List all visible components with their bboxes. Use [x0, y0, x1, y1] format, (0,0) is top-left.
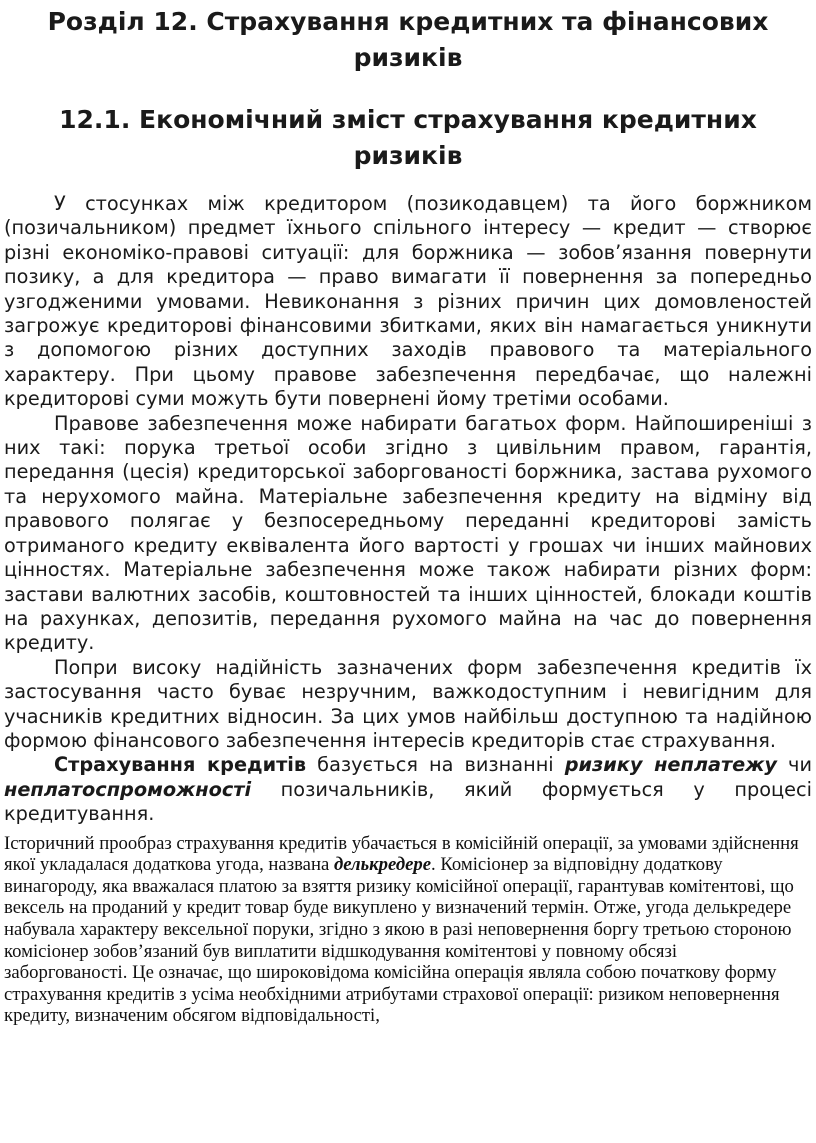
section-title: 12.1. Економічний зміст страхування кредитних ризиків: [59, 105, 757, 170]
paragraph-2: Правове забезпечення може набирати багатьох форм. Найпоширеніші з них такі: порука третьої особи згідно з цивільним правом, гарантія, передання (цесія) кредиторської заборгованості боржника, застава рухомого та нерухомого майна. Матеріальне забезпечення кредиту на відміну від правового полягає у безпосередньому переданні кредиторові замість отриманого кредиту еквівалента його вартості у грошах чи інших майнових цінностях. Матеріальне забезпечення може також набирати різних форм: застави валютних засобів, коштовностей та інших цінностей, блокади коштів на рахунках, депозитів, передання рухомого майна на час до повернення кредиту.: [4, 411, 812, 655]
paragraph-4: [4, 753, 812, 826]
paragraph-5: [4, 833, 812, 1027]
paragraph-4-text-2: чи: [776, 753, 812, 777]
term-insolvency: неплатоспроможності: [4, 777, 252, 801]
paragraph-4-text-1: базується на визнанні: [306, 753, 565, 777]
paragraph-5-text-2: . Комісіонер за відповідну додаткову винагороду, яка вважалася платою за взяття ризику комісійної операції, гарантував комітентові, що вексель на проданий у кредит товар буде викуплено у визначений термін. Отже, угода делькредере набувала характеру вексельної поруки, згідно з якою в разі неповернення боргу третьою стороною комісіонер зобов’язаний був виплатити відшкодування комітентові у повному обсязі заборгованості. Це означає, що широковідома комісійна операція являла собою початкову форму страхування кредитів з усіма необхідними атрибутами страхової операції: ризиком неповернення кредиту, визначеним обсягом відповідальності,: [4, 854, 794, 1027]
paragraph-5-text-1: Історичний прообраз страхування кредитів убачається в комісійній операції, за умовами здійснення якої укладалася додаткова угода, названа: [4, 832, 799, 876]
paragraph-4-text-3: позичальників, який формується у процесі кредитування.: [4, 777, 812, 826]
chapter-title: Розділ 12. Страхування кредитних та фінансових ризиків: [47, 7, 769, 72]
paragraph-1: У стосунках між кредитором (позикодавцем) та його боржником (позичальником) предмет їхнього спільного інтересу — кредит — створює різні економіко-правові ситуації: для боржника — зобов’язання повернути позику, а для кредитора — право вимагати її повернення за попередньо узгодженими умовами. Невиконання з різних причин цих домовленостей загрожує кредиторові фінансовими збитками, яких він намагається уникнути з допомогою різних доступних заходів правового та матеріального характеру. При цьому правове забезпечення передбачає, що належні кредиторові суми можуть бути повернені йому третіми особами.: [4, 192, 812, 411]
term-credit-insurance: Страхування кредитів: [54, 753, 307, 777]
term-nonpayment-risk: ризику неплатежу: [564, 753, 777, 777]
term-del-credere: делькредере: [333, 854, 432, 876]
paragraph-3: Попри високу надійність зазначених форм забезпечення кредитів їх застосування часто буває незручним, важкодоступним і невигідним для учасників кредитних відносин. За цих умов найбільш доступною та надійною формою фінансового забезпечення інтересів кредиторів стає страхування.: [4, 655, 812, 752]
